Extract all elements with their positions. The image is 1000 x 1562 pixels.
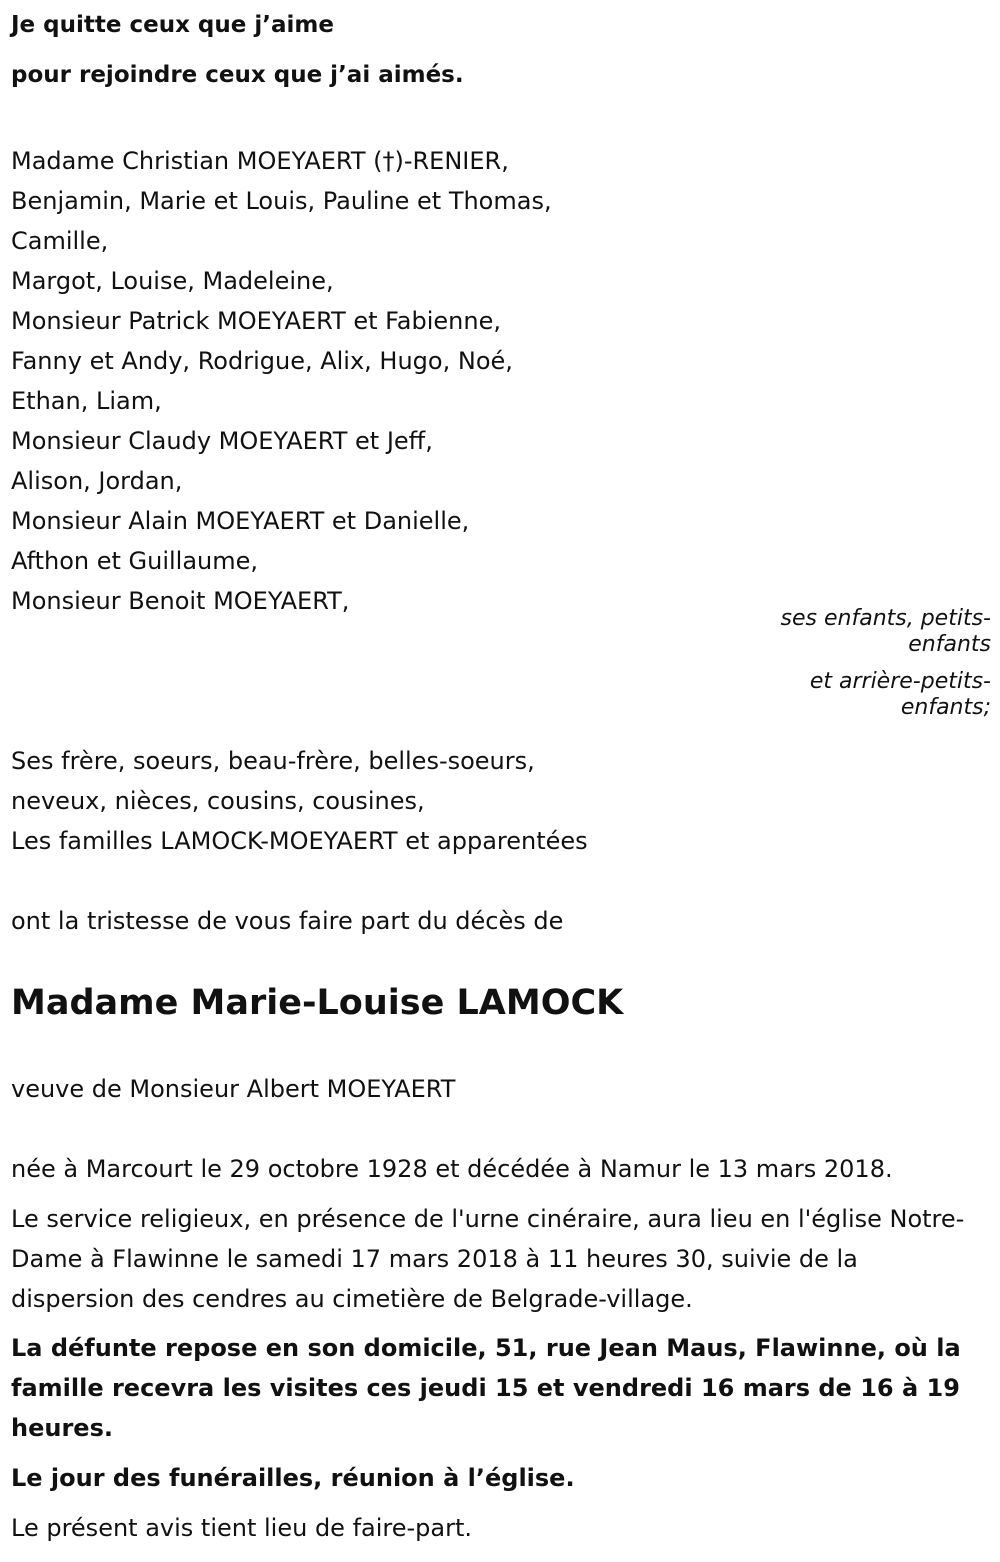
service-details: Le service religieux, en présence de l'urne cinéraire, aura lieu en l'église Notre-Dame à Flawinne le samedi 17 mars 2018 à 11 heures 30, suivie de la dispersion des cendres au cimetière de Belgrade-village. <box>11 1205 965 1313</box>
relation-line: et arrière-petits- <box>809 669 991 694</box>
relatives-line: Ses frère, soeurs, beau-frère, belles-soeurs, <box>11 747 535 775</box>
family-member: Alison, Jordan, <box>11 467 183 495</box>
family-member: Monsieur Alain MOEYAERT et Danielle, <box>11 507 470 535</box>
announcement: ont la tristesse de vous faire part du décès de <box>11 907 564 935</box>
family-member: Madame Christian MOEYAERT (†)-RENIER, <box>11 147 509 175</box>
family-member: Ethan, Liam, <box>11 387 162 415</box>
relation-line: enfants <box>908 632 991 657</box>
notice-line: Le présent avis tient lieu de faire-part. <box>11 1514 473 1542</box>
family-member: Margot, Louise, Madeleine, <box>11 267 334 295</box>
family-member: Monsieur Claudy MOEYAERT et Jeff, <box>11 427 433 455</box>
relation-caption-1 <box>691 606 991 658</box>
epigraph-line-2: pour rejoindre ceux que j’ai aimés. <box>11 62 464 88</box>
relation-line: ses enfants, petits- <box>780 606 991 631</box>
deceased-name: Madame Marie-Louise LAMOCK <box>11 983 624 1023</box>
visitation-details: La défunte repose en son domicile, 51, rue Jean Maus, Flawinne, où la famille recevra les visites ces jeudi 15 et vendredi 16 mars de 16 à 19 heures. <box>11 1334 961 1442</box>
family-member: Benjamin, Marie et Louis, Pauline et Thomas, <box>11 187 552 215</box>
family-member: Fanny et Andy, Rodrigue, Alix, Hugo, Noé, <box>11 347 513 375</box>
family-member: Monsieur Patrick MOEYAERT et Fabienne, <box>11 307 501 335</box>
widow-of: veuve de Monsieur Albert MOEYAERT <box>11 1075 456 1103</box>
family-list <box>11 141 552 621</box>
family-member: Camille, <box>11 227 109 255</box>
relatives-list <box>11 741 588 861</box>
relatives-line: neveux, nièces, cousins, cousines, <box>11 787 425 815</box>
family-member: Monsieur Benoit MOEYAERT, <box>11 587 350 615</box>
family-member: Afthon et Guillaume, <box>11 547 259 575</box>
funeral-note: Le jour des funérailles, réunion à l’église. <box>11 1464 575 1492</box>
birth-death-dates: née à Marcourt le 29 octobre 1928 et décédée à Namur le 13 mars 2018. <box>11 1155 893 1183</box>
relatives-line: Les familles LAMOCK-MOEYAERT et apparentées <box>11 827 588 855</box>
relation-line: enfants; <box>900 695 991 720</box>
epigraph-line-1: Je quitte ceux que j’aime <box>11 12 334 38</box>
relation-caption-2 <box>691 669 991 721</box>
